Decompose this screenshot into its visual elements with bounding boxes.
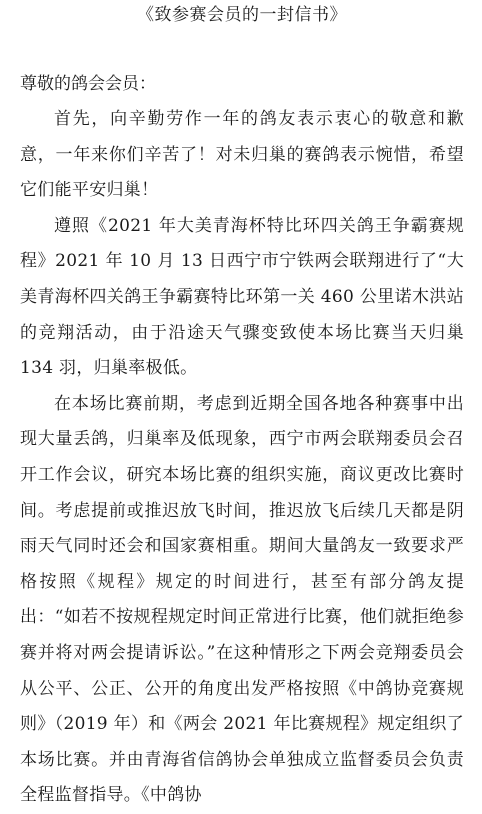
paragraph-race-background: 在本场比赛前期，考虑到近期全国各地各种赛事中出现大量丢鸽，归巢率及低现象，西宁市两会联翔委员会召开工作会议，研究本场比赛的组织实施，商议更改比赛时间。考虑提前或推迟放飞时间，推迟放飞后续几天都是阴雨天气同时还会和国家赛相重。期间大量鸽友一致要求严格按照《规程》规定的时间进行，甚至有部分鸽友提出：“如若不按规程规定时间正常进行比赛，他们就拒绝参赛并将对两会提请诉讼。”在这种情形之下两会竞翔委员会从公平、公正、公开的角度出发严格按照《中鸽协竞赛规则》（2019 年）和《两会 2021 年比赛规程》规定组织了本场比赛。并由青海省信鸽协会单独成立监督委员会负责全程监督指导。《中鸽协	[20, 393, 464, 806]
paragraph-greeting: 首先，向辛勤劳作一年的鸽友表示衷心的敬意和歉意，一年来你们辛苦了！对未归巢的赛鸽表示惋惜，希望它们能平安归巢！	[20, 109, 464, 201]
paragraph-race-result: 遵照《2021 年大美青海杯特比环四关鸽王争霸赛规程》2021 年 10 月 13 日西宁市宁铁两会联翔进行了“大美青海杯四关鸽王争霸赛特比环第一关 460 公里诺木洪站的竞翔活动，由于沿途天气骤变致使本场比赛当天归巢 134 羽，归巢率极低。	[20, 215, 464, 379]
letter-title: 《致参赛会员的一封信书》	[137, 5, 347, 25]
letter-salutation: 尊敬的鸽会会员：	[20, 74, 156, 94]
